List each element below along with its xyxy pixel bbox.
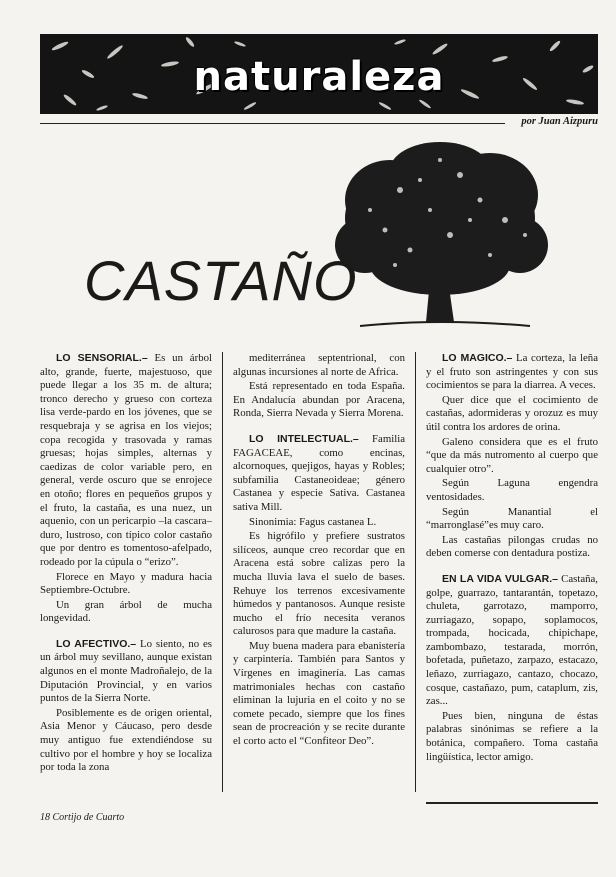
column-divider [222,352,223,792]
paragraph [40,571,212,598]
article-column-1 [40,352,212,775]
paragraph [426,436,598,477]
paragraph-text: Galeno considera que es el fruto “que da más nutromento al cuerpo que cualquier otro”. [426,435,598,475]
paragraph-text: Pues bien, ninguna de éstas palabras sinónimas se refiere a la botánica, compañero. Toma castaña lingüística, lector amigo. [426,709,598,763]
paragraph [233,433,405,515]
paragraph [426,394,598,435]
paragraph-text: Sinonimia: Fagus castanea L. [249,515,377,528]
byline: por Juan Aizpuru [521,116,598,127]
paragraph [233,530,405,639]
paragraph-text: Lo siento, no es un árbol muy sevillano, aunque existan algunos en el monte Madroñalejo, de la Diputación Provincial, y en varios puntos de la Sierra Norte. [40,637,213,705]
paragraph-text: Está representado en toda España. En Andalucía abundan por Aracena, Ronda, Sierra Nevada y Sierra Morena. [233,380,405,420]
paragraph-text: Es un árbol alto, grande, fuerte, majestuoso, que puede llegar a los 35 m. de altura; tronco derecho y grueso con corteza lisa verde-pardo en los jóvenes, que se resquebraja y se agrisa en los viejos; copa recogida y trasovada y ramas gruesas; hojas simples, alternas y caedizas de color variable pero, en general, verde oscuro que se enrojece en otoño; flores en pequeños grupos y el fruto, la castaña, es una nuez, un aquenio, con un pericarpio –la cascara– duro, lustroso, con típico color castaño que por dentro es tomentoso-afelpado, rodeado por la cúpula o “erizo”. [40,352,212,568]
paragraph-text: Muy buena madera para ebanistería y carpintería. También para Santos y Vírgenes en imaginería. Las camas matrimoniales hechas con castaño eliminan la lujuria en el coito y no se comete pecado, siempre que los fines sean de procreación y se recite durante el corto acto el “Confiteor Deo”. [233,639,405,748]
paragraph [233,640,405,749]
article-title: CASTAÑO [84,249,358,312]
paragraph-text: Familia FAGACEAE, como encinas, alcornoques, quejigos, hayas y Robles; subfamilia Castaneoideae; género Castanea y especie Sativa. Castanea sativa Mill. [233,432,406,513]
section-heading: LO MAGICO.– [442,352,513,364]
paragraph-text: Un gran árbol de mucha longevidad. [40,598,212,625]
section-title: naturaleza [193,54,445,100]
paragraph [233,352,405,379]
paragraph-text: Castaña, golpe, guarrazo, tantarantán, topetazo, chuleta, garrotazo, mamporro, zurriagazo, sopapo, soplamocos, trompada, hocicada, chipichape, zambombazo, testarada, morrón, bofetada, puñetazo, zarpazo, estacazo, leñazo, zurriagazo, cantazo, chocazo, cosque, castañazo, pum, cataplum, zis, zas... [426,572,598,708]
paragraph-text: La corteza, la leña y el fruto son astringentes y con sus cocimientos se para la diarrea. A veces. [426,352,598,392]
paragraph-text: Quer dice que el cocimiento de castañas, adormideras y orozuz es muy útil contra los ardores de orina. [426,393,598,433]
section-heading: EN LA VIDA VULGAR.– [442,572,558,585]
section-heading: LO INTELECTUAL.– [249,432,359,445]
paragraph-text: Según Manantial el “marronglasé”es muy caro. [426,505,598,532]
paragraph-text: mediterránea septentrional, con algunas incursiones al norte de Africa. [233,352,405,378]
paragraph [426,534,598,561]
paragraph [233,516,405,530]
paragraph [233,380,405,421]
column-divider [415,352,416,792]
paragraph-text: Según Laguna engendra ventosidades. [426,477,598,503]
section-heading: LO SENSORIAL.– [56,352,148,364]
paragraph-text: Las castañas pilongas crudas no deben comerse con dentadura postiza. [426,533,598,560]
section-heading: LO AFECTIVO.– [56,637,137,650]
paragraph [40,707,212,775]
paragraph-text: Florece en Mayo y madura hacia Septiembre-Octubre. [40,570,212,597]
article-column-2 [233,352,405,749]
paragraph [426,506,598,533]
paragraph-text: Es higrófilo y prefiere sustratos silíceos, aunque creo recordar que en Aracena está sobre calizas pero la mucha lluvia lava el suelo de bases. Rehuye los terrenos excesivamente húmedos y pantanosos. Aunque resiste mucho el frío necesita veranos calurosos para que madure la castaña. [233,530,405,638]
end-rule [426,802,598,804]
paragraph [426,710,598,764]
page-footer: 18 Cortijo de Cuarto [40,812,125,823]
paragraph [426,352,598,393]
header-rule [40,123,505,124]
paragraph-text: Posiblemente es de origen oriental, Asia Menor y Cáucaso, pero desde muy antiguo fue extendiéndose su cultivo por el hombre y hoy se localiza por toda la zona [40,706,212,774]
paragraph [40,599,212,626]
paragraph [426,573,598,709]
paragraph [40,638,212,706]
paragraph [426,477,598,504]
chestnut-tree-icon [330,140,550,335]
section-banner [40,34,598,114]
article-column-3 [426,352,598,764]
paragraph [40,352,212,570]
